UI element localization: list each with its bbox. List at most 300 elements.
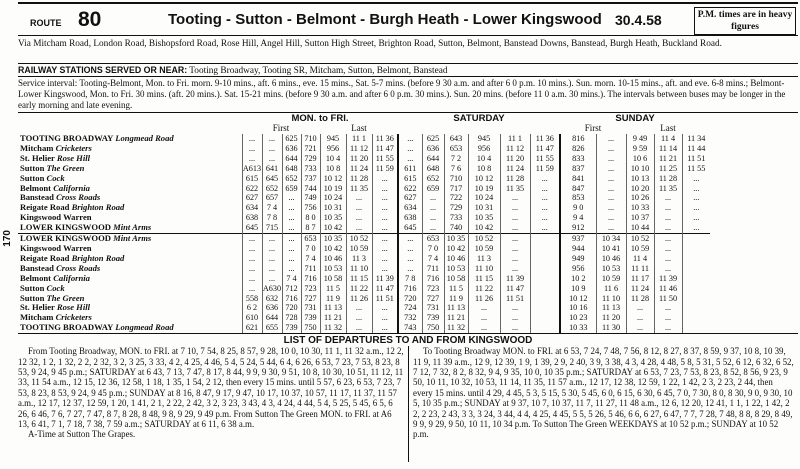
time-cell: 10 35 bbox=[444, 234, 468, 244]
time-cell: 627 bbox=[398, 193, 422, 203]
time-cell: 11 11 bbox=[626, 264, 654, 274]
timetable-page bbox=[18, 2, 798, 467]
time-cell: 711 bbox=[422, 264, 444, 274]
time-cell: 10 42 bbox=[320, 244, 346, 254]
time-cell: 11 44 bbox=[682, 144, 710, 154]
time-cell: 11 21 bbox=[320, 313, 346, 323]
time-cell: ... bbox=[262, 134, 282, 144]
time-cell: ... bbox=[398, 264, 422, 274]
stop-name bbox=[18, 184, 242, 194]
time-cell: ... bbox=[262, 154, 282, 164]
timetable-row bbox=[18, 313, 800, 323]
time-cell bbox=[682, 294, 710, 304]
time-cell: 11 10 bbox=[596, 294, 626, 304]
time-cell: 10 53 bbox=[596, 264, 626, 274]
time-cell: 10 24 bbox=[468, 193, 500, 203]
time-cell: 727 bbox=[422, 294, 444, 304]
stop-name bbox=[18, 284, 242, 294]
time-cell: 622 bbox=[242, 184, 262, 194]
time-cell: ... bbox=[242, 274, 262, 284]
time-cell: 10 31 bbox=[468, 203, 500, 213]
stop-name bbox=[18, 254, 242, 264]
stop-landmark: Rose Hill bbox=[56, 303, 91, 313]
time-cell: 648 bbox=[422, 164, 444, 174]
time-cell: ... bbox=[372, 323, 398, 333]
time-cell: ... bbox=[346, 193, 372, 203]
first-label: First bbox=[584, 124, 602, 134]
time-cell: 737 bbox=[301, 174, 320, 184]
timetable-row bbox=[18, 264, 800, 274]
time-cell: 6 2 bbox=[242, 303, 262, 313]
time-cell: ... bbox=[654, 264, 682, 274]
time-cell bbox=[682, 323, 710, 333]
stop-place: St. Helier bbox=[20, 153, 55, 163]
time-cell: 723 bbox=[422, 284, 444, 294]
time-cell bbox=[682, 284, 710, 294]
stop-place: Sutton bbox=[20, 173, 45, 183]
time-cell: 10 10 bbox=[626, 164, 654, 174]
time-cell: 10 13 bbox=[626, 174, 654, 184]
time-cell: ... bbox=[282, 234, 301, 244]
time-cell: ... bbox=[262, 234, 282, 244]
time-cell: 11 25 bbox=[654, 164, 682, 174]
stop-place: Belmont bbox=[20, 273, 52, 283]
time-cell bbox=[530, 303, 560, 313]
time-cell: ... bbox=[500, 264, 530, 274]
time-cell: ... bbox=[654, 323, 682, 333]
time-cell: 10 37 bbox=[626, 213, 654, 223]
time-cell: 558 bbox=[242, 294, 262, 304]
time-cell: 11 28 bbox=[346, 174, 372, 184]
time-cell: ... bbox=[654, 303, 682, 313]
time-cell: 638 bbox=[398, 213, 422, 223]
time-cell bbox=[682, 234, 710, 244]
timetable-subheading-row bbox=[18, 124, 800, 134]
time-cell: 7 4 bbox=[262, 203, 282, 213]
time-cell: 7 4 bbox=[282, 274, 301, 284]
departures-heading: LIST OF DEPARTURES TO AND FROM KINGSWOOD bbox=[18, 333, 798, 346]
time-cell: ... bbox=[682, 213, 710, 223]
time-cell: 655 bbox=[262, 323, 282, 333]
time-cell: 645 bbox=[262, 174, 282, 184]
time-cell: 653 bbox=[422, 234, 444, 244]
time-cell: 733 bbox=[444, 213, 468, 223]
time-cell: 750 bbox=[301, 323, 320, 333]
stop-name bbox=[18, 234, 242, 244]
time-cell: 8 7 bbox=[301, 223, 320, 233]
time-cell: ... bbox=[468, 313, 500, 323]
time-cell: 11 13 bbox=[596, 303, 626, 313]
time-cell: ... bbox=[500, 234, 530, 244]
time-cell: 11 12 bbox=[500, 144, 530, 154]
time-cell: ... bbox=[682, 203, 710, 213]
time-cell: 611 bbox=[398, 164, 422, 174]
stop-landmark: Cricketers bbox=[55, 143, 92, 153]
time-cell: ... bbox=[372, 303, 398, 313]
time-cell: 944 bbox=[560, 244, 596, 254]
stop-landmark: California bbox=[53, 273, 90, 283]
timetable-row bbox=[18, 303, 800, 313]
time-cell: 11 51 bbox=[500, 294, 530, 304]
time-cell: 7 2 bbox=[444, 154, 468, 164]
time-cell: ... bbox=[626, 323, 654, 333]
stop-place: Mitcham bbox=[20, 313, 54, 323]
time-cell: ... bbox=[654, 223, 682, 233]
time-cell bbox=[530, 323, 560, 333]
time-cell: 733 bbox=[301, 164, 320, 174]
time-cell: ... bbox=[262, 274, 282, 284]
time-cell: 10 35 bbox=[320, 234, 346, 244]
time-cell: ... bbox=[500, 323, 530, 333]
time-cell: 11 20 bbox=[596, 313, 626, 323]
time-cell: 11 1 bbox=[346, 134, 372, 144]
time-cell: 716 bbox=[282, 294, 301, 304]
time-cell bbox=[530, 313, 560, 323]
time-cell: 622 bbox=[398, 184, 422, 194]
time-cell: 10 12 bbox=[320, 174, 346, 184]
time-cell: 11 12 bbox=[346, 144, 372, 154]
saturday-spacer bbox=[398, 124, 560, 134]
time-cell: 11 17 bbox=[626, 274, 654, 284]
time-cell: 11 47 bbox=[500, 284, 530, 294]
stop-place: St. Helier bbox=[20, 303, 55, 313]
time-cell: ... bbox=[596, 184, 626, 194]
time-cell: 10 59 bbox=[626, 244, 654, 254]
time-cell: ... bbox=[500, 223, 530, 233]
time-cell: 659 bbox=[422, 184, 444, 194]
time-cell: ... bbox=[500, 303, 530, 313]
stop-landmark: Brighton Road bbox=[71, 203, 125, 213]
time-cell: 10 8 bbox=[468, 164, 500, 174]
stop-name bbox=[18, 134, 242, 144]
time-cell: 10 16 bbox=[560, 303, 596, 313]
timetable-row bbox=[18, 154, 800, 164]
route-title: Tooting - Sutton - Belmont - Burgh Heath - Lower Kingswood bbox=[168, 11, 602, 28]
time-cell: 10 31 bbox=[320, 203, 346, 213]
timetable-row bbox=[18, 144, 800, 154]
time-cell: ... bbox=[682, 193, 710, 203]
time-cell: 10 58 bbox=[444, 274, 468, 284]
stop-place: Kingswood Warren bbox=[20, 243, 92, 253]
stop-name bbox=[18, 144, 242, 154]
time-cell: 723 bbox=[301, 284, 320, 294]
time-cell: 10 46 bbox=[320, 254, 346, 264]
time-cell: 11 47 bbox=[372, 144, 398, 154]
time-cell: 11 55 bbox=[372, 154, 398, 164]
stop-place: Mitcham bbox=[20, 143, 54, 153]
time-cell: 11 1 bbox=[500, 134, 530, 144]
time-cell bbox=[530, 244, 560, 254]
stop-place: LOWER KINGSWOOD bbox=[20, 233, 111, 244]
time-cell bbox=[682, 244, 710, 254]
stop-landmark: Mint Arms bbox=[113, 223, 152, 233]
time-cell: ... bbox=[282, 244, 301, 254]
time-cell: 11 28 bbox=[500, 174, 530, 184]
time-cell bbox=[530, 284, 560, 294]
time-cell: 11 47 bbox=[530, 144, 560, 154]
time-cell: 643 bbox=[444, 134, 468, 144]
time-cell: 956 bbox=[468, 144, 500, 154]
time-cell bbox=[682, 303, 710, 313]
time-cell: ... bbox=[346, 313, 372, 323]
time-cell: 10 52 bbox=[346, 234, 372, 244]
heading-monfri: MON. to FRI. bbox=[291, 113, 349, 124]
time-cell: 10 24 bbox=[320, 193, 346, 203]
time-cell: ... bbox=[500, 213, 530, 223]
time-cell: 715 bbox=[262, 223, 282, 233]
time-cell: 10 19 bbox=[320, 184, 346, 194]
time-cell: 7 8 bbox=[262, 213, 282, 223]
time-cell: ... bbox=[242, 154, 262, 164]
timetable-row bbox=[18, 223, 800, 233]
timetable-row bbox=[18, 193, 800, 203]
time-cell: 756 bbox=[301, 203, 320, 213]
stop-place: TOOTING BROADWAY bbox=[20, 323, 114, 333]
stop-landmark: Brighton Road bbox=[71, 253, 125, 263]
time-cell: 11 32 bbox=[444, 323, 468, 333]
time-cell: 645 bbox=[242, 223, 262, 233]
time-cell: ... bbox=[398, 234, 422, 244]
railway-stations-label: RAILWAY STATIONS SERVED OR NEAR: bbox=[18, 65, 188, 75]
time-cell: ... bbox=[282, 223, 301, 233]
time-cell: 10 46 bbox=[444, 254, 468, 264]
time-cell: 7 4 bbox=[301, 254, 320, 264]
time-cell: 710 bbox=[301, 134, 320, 144]
time-cell: 11 13 bbox=[320, 303, 346, 313]
stop-landmark: Rose Hill bbox=[56, 153, 91, 163]
time-cell: ... bbox=[596, 164, 626, 174]
time-cell: 644 bbox=[282, 154, 301, 164]
time-cell: ... bbox=[422, 203, 444, 213]
stop-name bbox=[18, 264, 242, 274]
time-cell: 11 47 bbox=[372, 284, 398, 294]
time-cell: 724 bbox=[398, 303, 422, 313]
time-cell: ... bbox=[262, 254, 282, 264]
time-cell: 720 bbox=[398, 294, 422, 304]
departures-from-tooting: From Tooting Broadway, MON. to FRI. at 7 10, 7 54, 8 25, 8 57, 9 28, 10 0, 10 30, 11 1, 11 32 a.m., 12 2, 12 32, 1 2, 1 32, 2 2, 2 32, 3 2, 3 25, 3 33, 4 2, 4 25, 4 46, 5 4, 5 24, 5 44, 6 4, 6 26, 6 53, 7 23, 7 53, 8 23, 8 53, 9 24, 9 45 p.m.; SATURDAY at 6 43, 7 13, 7 47, 8 17, 8 44, 9 9, 9 30, 9 51, 10 8, 10 30, 10 51, 11 12, 11 33, 11 54 a.m., 12 15, 12 36, 12 58, 1 18, 1 35, 1 54, 2 12, then every 15 mins. until 5 57, 6 23, 6 53, 7 23, 7 53, 8 23, 8 53, 9 24, 9 45 p.m.; SUNDAY at 8 16, 8 47, 9 17, 9 47, 10 17, 10 37, 10 57, 11 17, 11 37, 11 57 a.m., 12 17, 12 37, 12 59, 1 20, 1 41, 2 1, 2 22, 2 42, 3 2, 3 23, 3 43, 4 3, 4 24, 4 44, 5 4, 5 25, 5 45, 6 5, 6 26, 6 46, 7 6, 7 27, 7 47, 8 7, 8 28, 8 48, 9 8, 9 29, 9 49 p.m. From Sutton The Green MON. to FRI. at A6 13, 6 41, 7 1, 7 18, 7 38, 7 59 a.m.; SATURDAY at 6 11, 6 38 a.m. bbox=[18, 346, 404, 429]
stop-landmark: California bbox=[53, 183, 90, 193]
time-cell: ... bbox=[372, 174, 398, 184]
last-label: Last bbox=[660, 124, 676, 134]
timetable-row bbox=[18, 174, 800, 184]
timetable-header bbox=[18, 2, 798, 36]
time-cell: 722 bbox=[444, 193, 468, 203]
time-cell: ... bbox=[422, 193, 444, 203]
time-cell: 10 42 bbox=[320, 223, 346, 233]
stop-place: Sutton bbox=[20, 283, 45, 293]
time-cell: 644 bbox=[422, 154, 444, 164]
stop-landmark: Cock bbox=[46, 283, 65, 293]
time-cell: 10 2 bbox=[560, 274, 596, 284]
time-cell: 625 bbox=[422, 134, 444, 144]
time-cell: ... bbox=[372, 193, 398, 203]
time-cell: 7 0 bbox=[301, 244, 320, 254]
time-cell: 11 34 bbox=[682, 134, 710, 144]
time-cell: 833 bbox=[560, 154, 596, 164]
stop-landmark: Mint Arms bbox=[113, 233, 152, 244]
time-cell bbox=[530, 274, 560, 284]
stop-name bbox=[18, 193, 242, 203]
time-cell: 615 bbox=[398, 174, 422, 184]
timetable-row bbox=[18, 323, 800, 333]
stop-landmark: The Green bbox=[46, 293, 85, 303]
time-cell: 625 bbox=[282, 134, 301, 144]
time-cell: 853 bbox=[560, 193, 596, 203]
timetable-row bbox=[18, 274, 800, 284]
time-cell: ... bbox=[346, 203, 372, 213]
time-cell: ... bbox=[372, 184, 398, 194]
time-cell: ... bbox=[654, 254, 682, 264]
stop-name bbox=[18, 313, 242, 323]
time-cell: 11 15 bbox=[468, 274, 500, 284]
time-cell: 837 bbox=[560, 164, 596, 174]
time-cell: 956 bbox=[560, 264, 596, 274]
time-cell: 11 39 bbox=[372, 274, 398, 284]
time-cell: 645 bbox=[398, 223, 422, 233]
time-cell: 11 35 bbox=[654, 184, 682, 194]
time-cell: 721 bbox=[301, 144, 320, 154]
time-cell: ... bbox=[422, 223, 444, 233]
time-cell: ... bbox=[372, 244, 398, 254]
time-cell: ... bbox=[530, 193, 560, 203]
time-cell: 11 3 bbox=[346, 254, 372, 264]
time-cell: ... bbox=[596, 223, 626, 233]
stop-name bbox=[18, 274, 242, 284]
departures-from-tooting-column bbox=[18, 346, 408, 462]
time-cell: ... bbox=[530, 213, 560, 223]
time-cell: 731 bbox=[422, 303, 444, 313]
time-cell: 610 bbox=[242, 313, 262, 323]
time-cell: ... bbox=[262, 144, 282, 154]
time-cell: ... bbox=[242, 284, 262, 294]
time-cell: 627 bbox=[242, 193, 262, 203]
timetable-row bbox=[18, 213, 800, 223]
time-cell: 11 9 bbox=[320, 294, 346, 304]
time-cell: 11 20 bbox=[500, 154, 530, 164]
timetable-row bbox=[18, 184, 800, 194]
time-cell: ... bbox=[500, 193, 530, 203]
time-cell: ... bbox=[500, 254, 530, 264]
time-cell: 732 bbox=[398, 313, 422, 323]
time-cell: ... bbox=[372, 203, 398, 213]
time-cell: ... bbox=[242, 254, 262, 264]
time-cell: 847 bbox=[560, 184, 596, 194]
time-cell: 912 bbox=[560, 223, 596, 233]
time-cell: ... bbox=[654, 313, 682, 323]
time-cell: ... bbox=[398, 134, 422, 144]
time-cell: 739 bbox=[282, 323, 301, 333]
time-cell: 11 36 bbox=[372, 134, 398, 144]
time-cell bbox=[530, 264, 560, 274]
timetable-row bbox=[18, 244, 800, 254]
time-cell: ... bbox=[242, 244, 262, 254]
time-cell: 729 bbox=[444, 203, 468, 213]
stop-place: Banstead bbox=[20, 193, 54, 203]
time-cell: 652 bbox=[282, 174, 301, 184]
time-cell: 750 bbox=[422, 323, 444, 333]
time-cell: ... bbox=[530, 184, 560, 194]
time-cell: 10 35 bbox=[468, 213, 500, 223]
time-cell: ... bbox=[530, 223, 560, 233]
service-interval: Service interval: Tooting-Belmont, Mon. to Fri. morn. 9-10 mins., aft. 6 mins., eve. 15 mins., Sat. 5-7 mins. (before 9 30 a.m. and after 6 0 p.m. 10 mins.). Sun. morn. 10-15 mins., aft. and eve. 6-8 mins.; Belmont-Lower Kingswood, Mon. to Fri. 30 mins. (aft. 20 mins.). Sat. 15-21 mins. (before 9 30 a.m. and after 6 0 p.m. 30 mins.). Sun. 20 mins. (before 11 0 a.m. 30 mins.). The intervals between buses may be longer in the early morning and late evening. bbox=[18, 77, 798, 113]
time-cell: ... bbox=[596, 193, 626, 203]
time-cell: 11 51 bbox=[682, 154, 710, 164]
time-cell: 945 bbox=[468, 134, 500, 144]
stop-landmark: Longmead Road bbox=[115, 134, 174, 143]
time-cell: ... bbox=[500, 203, 530, 213]
time-cell: 11 24 bbox=[626, 284, 654, 294]
time-cell: ... bbox=[398, 144, 422, 154]
time-cell: ... bbox=[626, 303, 654, 313]
time-cell: 11 24 bbox=[500, 164, 530, 174]
timetable-row bbox=[18, 203, 800, 213]
time-cell: 652 bbox=[262, 184, 282, 194]
time-cell: 11 28 bbox=[626, 294, 654, 304]
stop-name bbox=[18, 223, 242, 233]
time-cell: 10 20 bbox=[626, 184, 654, 194]
time-cell: 11 22 bbox=[346, 284, 372, 294]
time-cell: ... bbox=[682, 223, 710, 233]
time-cell: 739 bbox=[422, 313, 444, 323]
time-cell: 10 12 bbox=[468, 174, 500, 184]
timetable-row bbox=[18, 134, 800, 144]
departures-to-tooting-column bbox=[408, 346, 798, 462]
time-cell: A630 bbox=[262, 283, 282, 293]
time-cell: ... bbox=[282, 213, 301, 223]
time-cell: 11 21 bbox=[654, 154, 682, 164]
time-cell: 11 51 bbox=[372, 294, 398, 304]
time-cell: 11 26 bbox=[346, 294, 372, 304]
time-cell: 634 bbox=[242, 203, 262, 213]
time-cell: 10 6 bbox=[626, 154, 654, 164]
time-cell: 10 53 bbox=[320, 264, 346, 274]
time-cell: 657 bbox=[262, 193, 282, 203]
route-label: ROUTE bbox=[30, 18, 62, 28]
time-cell: 816 bbox=[560, 134, 596, 144]
time-cell: 10 9 bbox=[560, 284, 596, 294]
time-cell: 711 bbox=[301, 264, 320, 274]
stop-place: TOOTING BROADWAY bbox=[20, 134, 114, 143]
time-cell: 10 59 bbox=[346, 244, 372, 254]
time-cell: 10 4 bbox=[320, 154, 346, 164]
stop-name bbox=[18, 154, 242, 164]
time-cell: 10 26 bbox=[626, 193, 654, 203]
time-cell: ... bbox=[596, 134, 626, 144]
time-cell: 716 bbox=[422, 274, 444, 284]
time-cell: ... bbox=[500, 244, 530, 254]
time-cell: 11 26 bbox=[468, 294, 500, 304]
timetable-row bbox=[18, 164, 800, 174]
time-cell: ... bbox=[596, 203, 626, 213]
stop-landmark: Cricketers bbox=[55, 313, 92, 323]
time-cell: 11 14 bbox=[654, 144, 682, 154]
time-cell: ... bbox=[346, 213, 372, 223]
time-cell: ... bbox=[346, 303, 372, 313]
time-cell: 731 bbox=[301, 303, 320, 313]
stop-landmark: Cross Roads bbox=[56, 263, 101, 273]
time-cell: 11 4 bbox=[654, 134, 682, 144]
time-cell: 11 5 bbox=[444, 284, 468, 294]
time-cell bbox=[530, 294, 560, 304]
time-cell: 11 6 bbox=[596, 284, 626, 294]
time-cell: 11 20 bbox=[346, 154, 372, 164]
time-cell: 636 bbox=[262, 303, 282, 313]
stop-place: Sutton bbox=[20, 293, 45, 303]
time-cell: 10 4 bbox=[468, 154, 500, 164]
time-cell: ... bbox=[282, 193, 301, 203]
heading-saturday: SATURDAY bbox=[453, 113, 505, 124]
time-cell: 659 bbox=[282, 184, 301, 194]
